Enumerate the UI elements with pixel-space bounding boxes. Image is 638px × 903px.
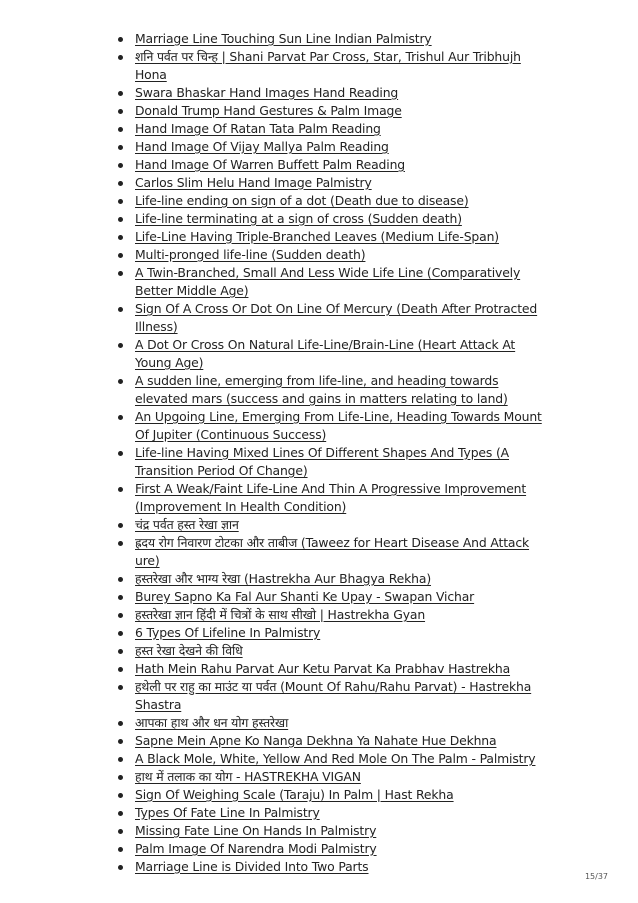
article-link[interactable]: A Dot Or Cross On Natural Life-Line/Brain-Line (Heart Attack At Young Age)	[135, 337, 516, 370]
list-item	[116, 138, 546, 156]
article-link[interactable]: शनि पर्वत पर चिन्ह | Shani Parvat Par Cross, Star, Trishul Aur Tribhujh Hona	[135, 49, 521, 82]
bullet-icon	[118, 793, 123, 798]
list-item	[116, 480, 546, 516]
list-item	[116, 588, 546, 606]
list-item	[116, 678, 546, 714]
list-item	[116, 246, 546, 264]
list-item	[116, 516, 546, 534]
article-link[interactable]: Types Of Fate Line In Palmistry	[135, 805, 320, 820]
link-list	[116, 30, 546, 876]
list-item	[116, 192, 546, 210]
list-item	[116, 714, 546, 732]
bullet-icon	[118, 865, 123, 870]
list-item	[116, 624, 546, 642]
bullet-icon	[118, 757, 123, 762]
bullet-icon	[118, 91, 123, 96]
list-item	[116, 300, 546, 336]
list-item	[116, 606, 546, 624]
article-link[interactable]: Life-line ending on sign of a dot (Death due to disease)	[135, 193, 469, 208]
article-link[interactable]: चंद्र पर्वत हस्त रेखा ज्ञान	[135, 517, 239, 532]
article-link[interactable]: Hand Image Of Vijay Mallya Palm Reading	[135, 139, 389, 154]
bullet-icon	[118, 451, 123, 456]
bullet-icon	[118, 775, 123, 780]
article-link[interactable]: हस्तरेखा और भाग्य रेखा (Hastrekha Aur Bhagya Rekha)	[135, 571, 432, 586]
bullet-icon	[118, 523, 123, 528]
article-link[interactable]: Sign Of Weighing Scale (Taraju) In Palm | Hast Rekha	[135, 787, 454, 802]
list-item	[116, 750, 546, 768]
article-link[interactable]: 6 Types Of Lifeline In Palmistry	[135, 625, 321, 640]
article-link[interactable]: ह्रदय रोग निवारण टोटका और ताबीज (Taweez for Heart Disease And Attack ure)	[135, 535, 530, 568]
article-link[interactable]: Hand Image Of Ratan Tata Palm Reading	[135, 121, 381, 136]
bullet-icon	[118, 415, 123, 420]
list-item	[116, 264, 546, 300]
list-item	[116, 840, 546, 858]
page-number: 15/37	[584, 872, 608, 881]
bullet-icon	[118, 379, 123, 384]
list-item	[116, 732, 546, 750]
article-link[interactable]: A Black Mole, White, Yellow And Red Mole On The Palm - Palmistry	[135, 751, 536, 766]
bullet-icon	[118, 685, 123, 690]
list-item	[116, 660, 546, 678]
list-item	[116, 174, 546, 192]
article-link[interactable]: A sudden line, emerging from life-line, and heading towards elevated mars (success and gains in matters relating to land)	[135, 373, 508, 406]
list-item	[116, 336, 546, 372]
list-item	[116, 822, 546, 840]
bullet-icon	[118, 307, 123, 312]
bullet-icon	[118, 631, 123, 636]
article-link[interactable]: Life-line Having Mixed Lines Of Different Shapes And Types (A Transition Period Of Change)	[135, 445, 509, 478]
bullet-icon	[118, 163, 123, 168]
article-link[interactable]: Hath Mein Rahu Parvat Aur Ketu Parvat Ka Prabhav Hastrekha	[135, 661, 511, 676]
list-item	[116, 48, 546, 84]
bullet-icon	[118, 667, 123, 672]
bullet-icon	[118, 829, 123, 834]
bullet-icon	[118, 541, 123, 546]
bullet-icon	[118, 109, 123, 114]
article-link[interactable]: हथेली पर राहु का माउंट या पर्वत (Mount Of Rahu/Rahu Parvat) - Hastrekha Shastra	[135, 679, 532, 712]
bullet-icon	[118, 235, 123, 240]
bullet-icon	[118, 253, 123, 258]
bullet-icon	[118, 847, 123, 852]
article-link[interactable]: First A Weak/Faint Life-Line And Thin A Progressive Improvement (Improvement In Health Condition)	[135, 481, 527, 514]
bullet-icon	[118, 577, 123, 582]
list-item	[116, 642, 546, 660]
bullet-icon	[118, 739, 123, 744]
article-link[interactable]: A Twin-Branched, Small And Less Wide Life Line (Comparatively Better Middle Age)	[135, 265, 521, 298]
list-item	[116, 408, 546, 444]
article-link[interactable]: Marriage Line Touching Sun Line Indian Palmistry	[135, 31, 432, 46]
bullet-icon	[118, 811, 123, 816]
article-link[interactable]: Marriage Line is Divided Into Two Parts	[135, 859, 369, 874]
bullet-icon	[118, 145, 123, 150]
list-item	[116, 156, 546, 174]
list-item	[116, 120, 546, 138]
bullet-icon	[118, 127, 123, 132]
list-item	[116, 444, 546, 480]
list-item	[116, 372, 546, 408]
bullet-icon	[118, 181, 123, 186]
article-link[interactable]: हाथ में तलाक का योग - HASTREKHA VIGAN	[135, 769, 361, 784]
article-link[interactable]: Hand Image Of Warren Buffett Palm Reading	[135, 157, 405, 172]
bullet-icon	[118, 199, 123, 204]
bullet-icon	[118, 37, 123, 42]
article-link[interactable]: Donald Trump Hand Gestures & Palm Image	[135, 103, 402, 118]
bullet-icon	[118, 649, 123, 654]
list-item	[116, 30, 546, 48]
article-link[interactable]: Life-line terminating at a sign of cross (Sudden death)	[135, 211, 462, 226]
article-link[interactable]: हस्तरेखा ज्ञान हिंदी में चित्रों के साथ सीखो | Hastrekha Gyan	[135, 607, 426, 622]
list-item	[116, 804, 546, 822]
article-link[interactable]: Burey Sapno Ka Fal Aur Shanti Ke Upay - Swapan Vichar	[135, 589, 475, 604]
article-link[interactable]: हस्त रेखा देखने की विधि	[135, 643, 243, 658]
bullet-icon	[118, 55, 123, 60]
bullet-icon	[118, 217, 123, 222]
list-item	[116, 534, 546, 570]
bullet-icon	[118, 343, 123, 348]
list-item	[116, 858, 546, 876]
article-link[interactable]: Missing Fate Line On Hands In Palmistry	[135, 823, 377, 838]
article-link[interactable]: Sign Of A Cross Or Dot On Line Of Mercury (Death After Protracted Illness)	[135, 301, 538, 334]
article-link[interactable]: An Upgoing Line, Emerging From Life-Line, Heading Towards Mount Of Jupiter (Continuous Success)	[135, 409, 542, 442]
article-link[interactable]: Carlos Slim Helu Hand Image Palmistry	[135, 175, 372, 190]
list-item	[116, 570, 546, 588]
list-item	[116, 786, 546, 804]
bullet-icon	[118, 613, 123, 618]
article-link[interactable]: Sapne Mein Apne Ko Nanga Dekhna Ya Nahate Hue Dekhna	[135, 733, 497, 748]
list-item	[116, 210, 546, 228]
bullet-icon	[118, 595, 123, 600]
list-item	[116, 102, 546, 120]
bullet-icon	[118, 721, 123, 726]
list-item	[116, 768, 546, 786]
article-link[interactable]: Palm Image Of Narendra Modi Palmistry	[135, 841, 377, 856]
bullet-icon	[118, 487, 123, 492]
article-link[interactable]: आपका हाथ और धन योग हस्तरेखा	[135, 715, 289, 730]
article-link[interactable]: Life-Line Having Triple-Branched Leaves (Medium Life-Span)	[135, 229, 499, 244]
list-item	[116, 228, 546, 246]
article-link[interactable]: Swara Bhaskar Hand Images Hand Reading	[135, 85, 399, 100]
bullet-icon	[118, 271, 123, 276]
list-item	[116, 84, 546, 102]
article-link[interactable]: Multi-pronged life-line (Sudden death)	[135, 247, 366, 262]
